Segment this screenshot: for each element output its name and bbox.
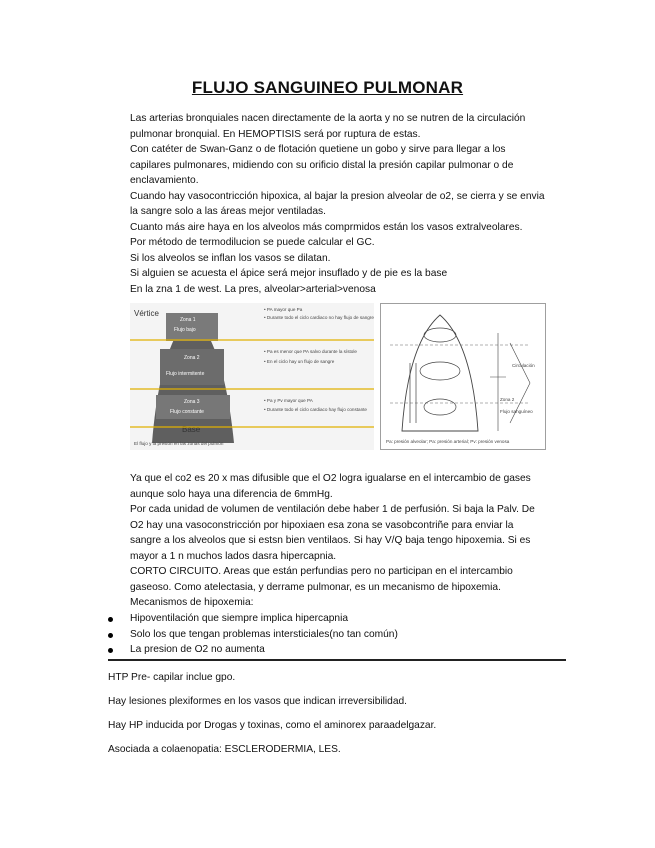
note-5: • Pa y Pv mayor que PA	[264, 398, 313, 403]
zone3-label: Zona 3	[184, 399, 200, 405]
text-line: Por cada unidad de volumen de ventilación debe haber 1 de perfusión. Si baja la Palv. De	[130, 504, 535, 515]
list-item-text: Solo los que tengan problemas intersticiales(no tan común)	[130, 628, 398, 640]
hypoxemia-mechanisms-list	[108, 611, 578, 658]
zone3-flow: Flujo constante	[170, 409, 204, 415]
second-paragraph	[130, 471, 570, 611]
zone2-label: Zona 2	[184, 355, 200, 361]
list-item	[108, 642, 578, 658]
text-line: mayor a 1 n muchos lados dasra hipercapnia.	[130, 550, 337, 562]
vertice-label: Vértice	[134, 309, 159, 318]
note-1: • PA mayor que Pa	[264, 307, 303, 312]
figure2-caption: Pa: presión alveolar; Pa: presión arterial; Pv: presión venosa	[386, 439, 510, 444]
text-line: Cuando hay vasocontricción hipoxica, al bajar la presion alveolar de o2, se cierra y se envia	[130, 190, 545, 202]
intro-paragraph	[130, 111, 570, 297]
base-label: Base	[182, 425, 201, 434]
text-line: Las arterias bronquiales nacen directamente de la aorta y no se nutren de la circulación	[130, 113, 526, 124]
note-3: • Pa es menor que PA salvo durante la sístole	[264, 349, 357, 354]
label-circulacion: Circulación	[512, 363, 535, 368]
tail-line: Asociada a colaenopatia: ESCLERODERMIA, LES.	[108, 744, 341, 755]
text-line: Si los alveolos se inflan los vasos se dilatan.	[130, 252, 331, 264]
text-line: O2 hay una vasoconstricción por hipoxiaen esa zona se vasobcontriñe para enviar la	[130, 519, 514, 531]
bullet-icon	[108, 648, 113, 653]
list-item-text: Hipoventilación que siempre implica hipercapnia	[130, 613, 349, 624]
text-line: Si alguien se acuesta el ápice será mejor insuflado y de pie es la base	[130, 268, 448, 279]
list-item-text: La presion de O2 no aumenta	[130, 644, 265, 655]
text-line: Ya que el co2 es 20 x mas difusible que el O2 logra igualarse en el intercambio de gases	[130, 473, 531, 484]
note-2: • Durante todo el ciclo cardiaco no hay flujo de sangre	[264, 315, 374, 320]
text-line: gaseoso. Como atelectasia, y derrame pulmonar, es un mecanismo de hipoxemia.	[130, 581, 501, 593]
zone1-flow: Flujo bajo	[174, 327, 196, 333]
label-zona: Zona 2	[500, 397, 515, 402]
text-line: Por método de termodilucion se puede calcular el GC.	[130, 237, 375, 248]
west-zones-figure	[130, 303, 374, 450]
tail-line: HTP Pre- capilar inclue gpo.	[108, 672, 236, 683]
note-6: • Durante todo el ciclo cardiaco hay flujo constante	[264, 407, 367, 412]
zone1-label: Zona 1	[180, 317, 196, 323]
text-line: sangre a los alveolos que si estsn bien ventilaos. Si hay V/Q baja tengo hipoxemia. Si es	[130, 535, 531, 546]
list-item	[108, 611, 578, 627]
bullet-icon	[108, 617, 113, 622]
text-line: Cuanto más aire haya en los alveolos más comprmidos están los vasos extralveolares.	[130, 221, 523, 233]
section-divider	[108, 659, 566, 661]
tail-line: Hay HP inducida por Drogas y toxinas, como el aminorex paraadelgazar.	[108, 720, 437, 731]
text-line: capilares pulmonares, midiendo con su orificio distal la presión capilar pulmonar o de	[130, 159, 514, 171]
label-flujo: Flujo sanguíneo	[500, 409, 533, 414]
text-line: la sangre solo a las áreas mejor ventiladas.	[130, 206, 326, 217]
note-4: • En el ciclo hay un flujo de sangre	[264, 359, 335, 364]
text-line: Con catéter de Swan-Ganz o de flotación quetiene un gobo y sirve para llegar a los	[130, 144, 506, 155]
lung-schematic-figure	[380, 303, 546, 450]
text-line: aunque solo haya una diferencia de 6mmHg.	[130, 488, 333, 500]
text-line: enclavamiento.	[130, 175, 199, 186]
figure1-caption: El flujo y la presión en las zonas del pulmón	[134, 441, 224, 446]
page-title: FLUJO SANGUINEO PULMONAR	[191, 78, 464, 97]
text-line: Mecanismos de hipoxemia:	[130, 597, 254, 608]
bullet-icon	[108, 633, 113, 638]
list-item	[108, 627, 578, 643]
text-line: CORTO CIRCUITO. Areas que están perfundias pero no participan en el intercambio	[130, 566, 513, 577]
tail-line: Hay lesiones plexiformes en los vasos que indican irreversibilidad.	[108, 696, 407, 707]
text-line: En la zna 1 de west. La pres, alveolar>arterial>venosa	[130, 283, 376, 295]
text-line: pulmonar bronquial. En HEMOPTISIS será por ruptura de estas.	[130, 128, 421, 140]
zone2-flow: Flujo intermitente	[166, 371, 205, 377]
